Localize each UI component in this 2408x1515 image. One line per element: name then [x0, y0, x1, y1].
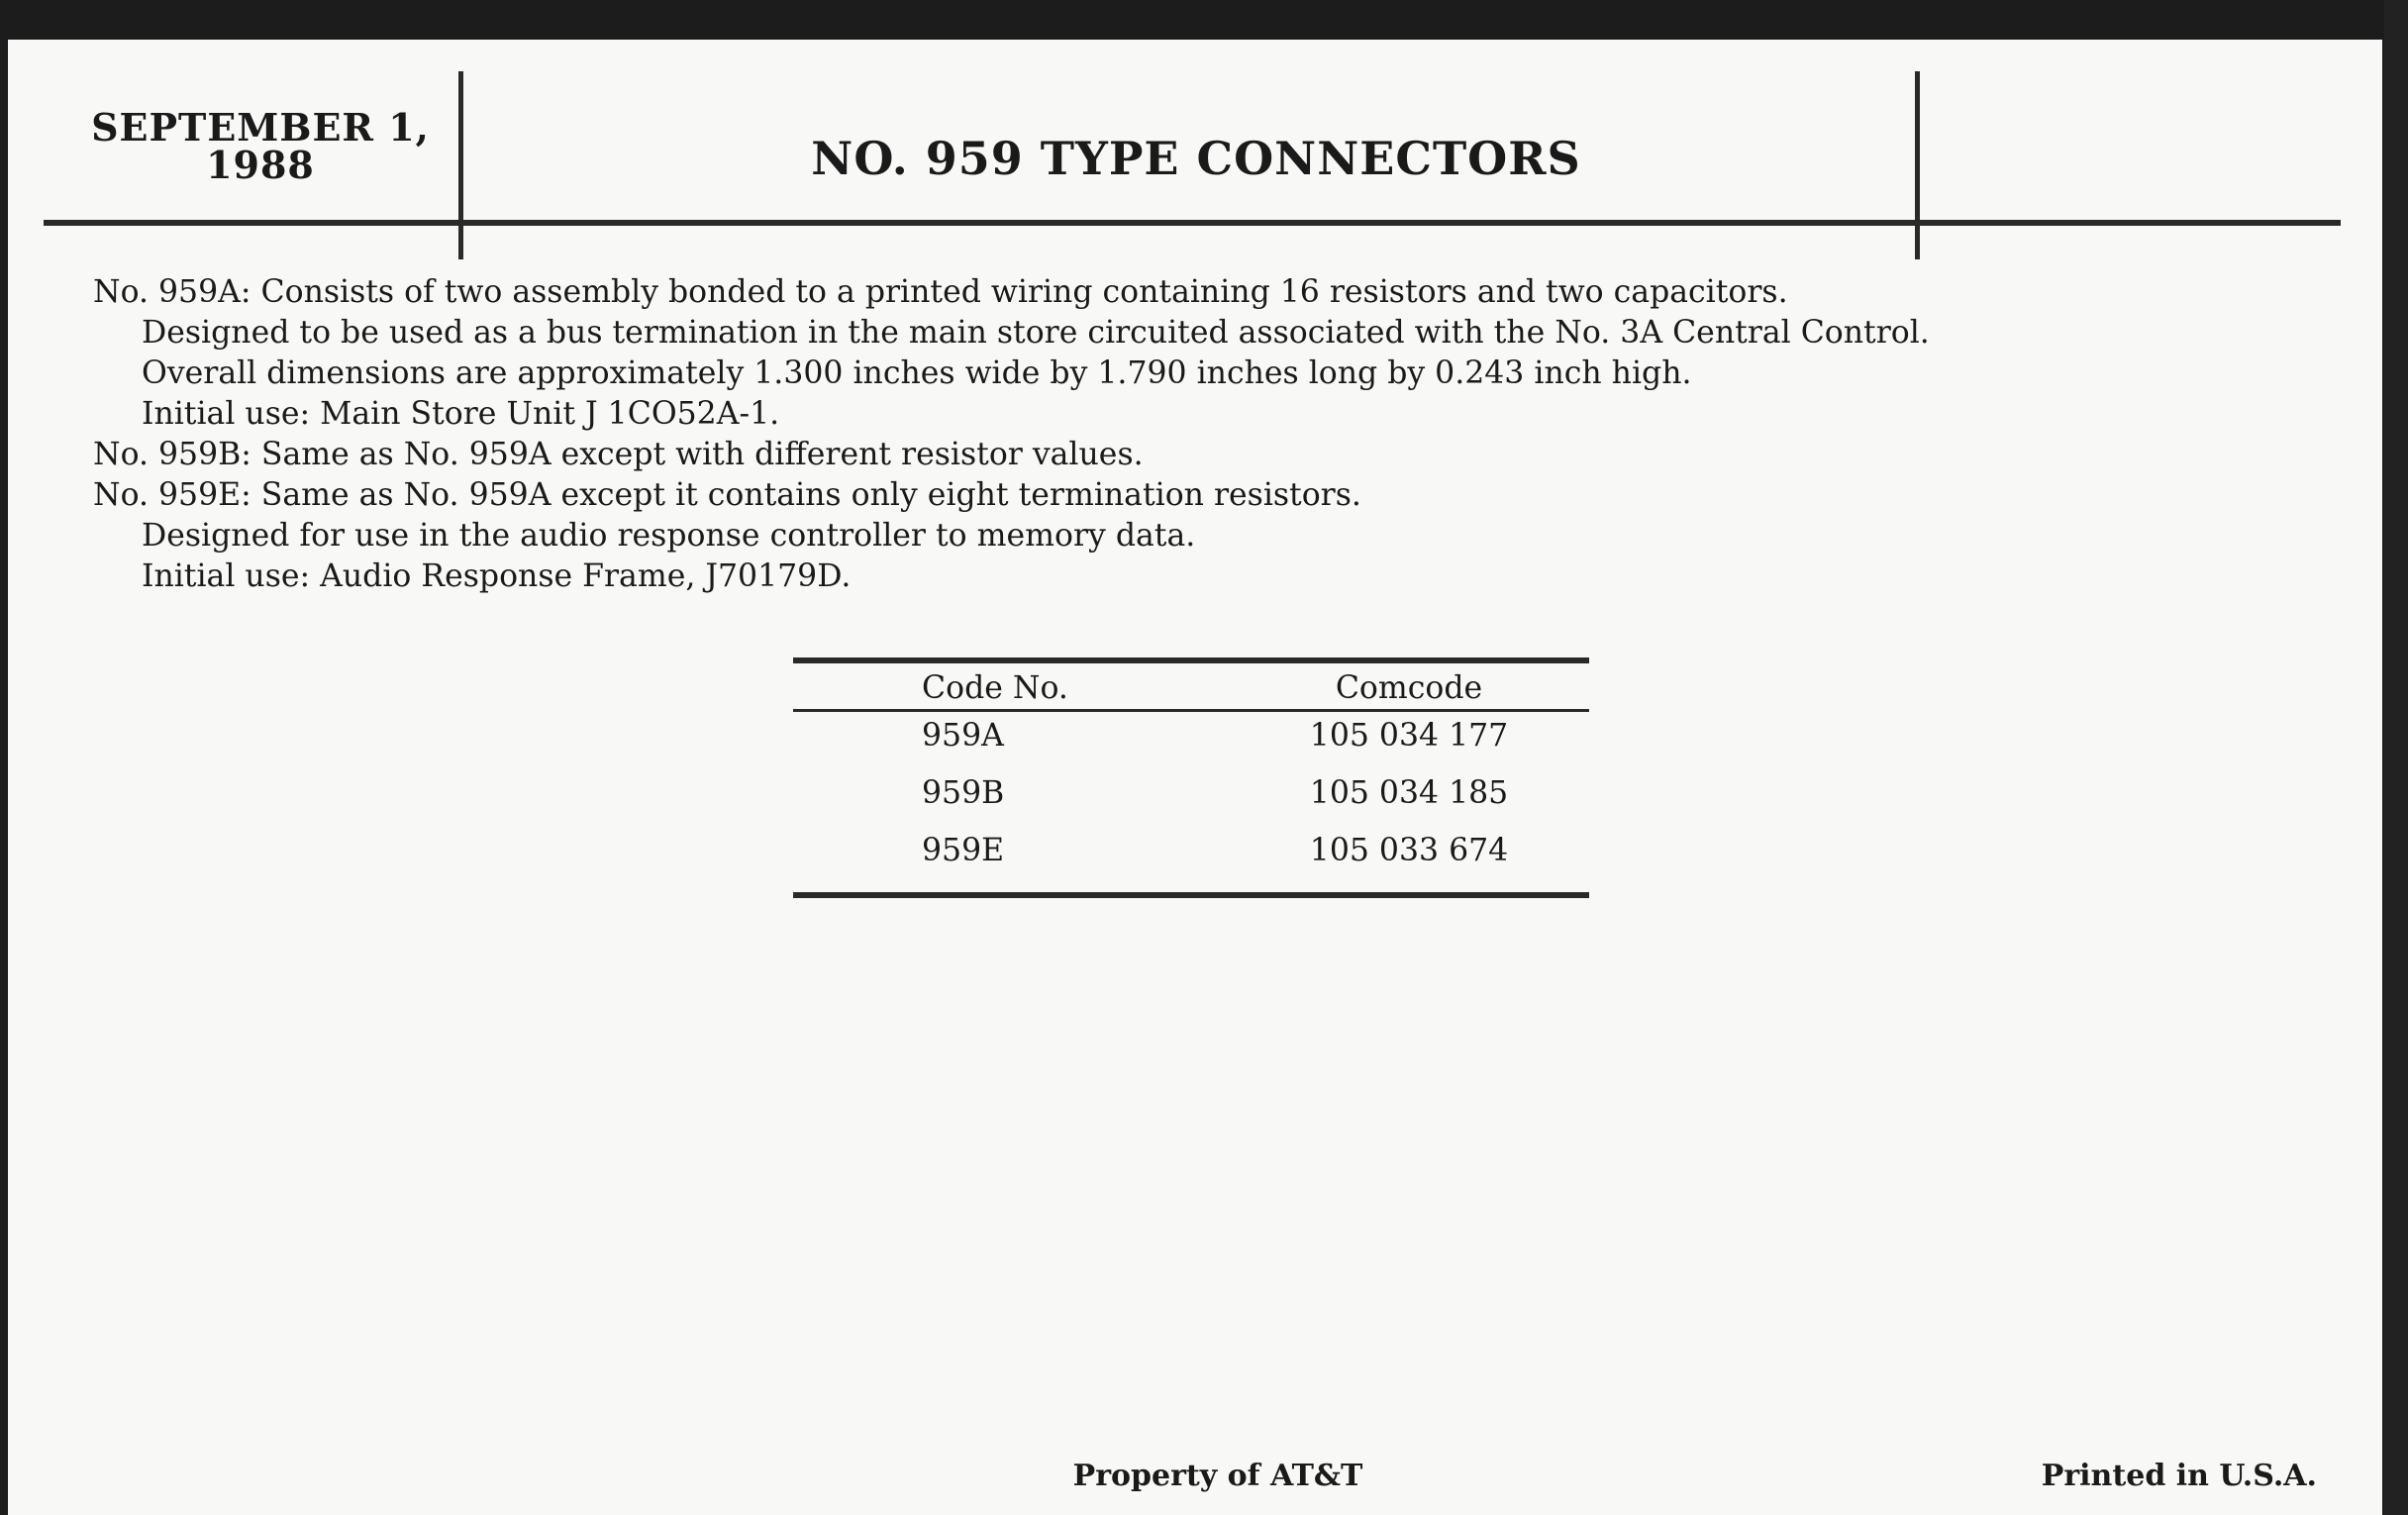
footer-property: Property of AT&T [1072, 1459, 1363, 1493]
body-line: Initial use: Audio Response Frame, J70179D. [142, 558, 852, 594]
body-line: Designed for use in the audio response controller to memory data. [142, 518, 1196, 554]
body-line: No. 959B: Same as No. 959A except with different resistor values. [93, 437, 1144, 472]
body-line: No. 959E: Same as No. 959A except it contains only eight termination resistors. [93, 477, 1361, 513]
footer-printed: Printed in U.S.A. [2041, 1459, 2317, 1493]
header-divider-left [458, 71, 463, 259]
header-date-line2: 1988 [206, 143, 315, 187]
description-text [93, 272, 2321, 597]
column-header-code: Code No. [922, 670, 1068, 706]
body-line: No. 959A: Consists of two assembly bonded to a printed wiring containing 16 resistors and two capacitors. [93, 274, 1788, 310]
table-cell-comcode: 105 034 177 [1309, 718, 1509, 754]
table-bottom-rule [793, 892, 1589, 898]
header-divider-right [1915, 71, 1920, 259]
table-cell-code: 959B [922, 775, 1005, 811]
table-header-row [793, 663, 1589, 709]
column-header-comcode: Comcode [1335, 670, 1483, 706]
body-line: Overall dimensions are approximately 1.300 inches wide by 1.790 inches long by 0.243 inch high. [142, 355, 1692, 391]
document-page [8, 40, 2382, 1515]
table-cell-comcode: 105 033 674 [1309, 833, 1509, 868]
header-rule [44, 220, 2341, 226]
body-line: Initial use: Main Store Unit J 1CO52A-1. [142, 396, 780, 432]
table-row [793, 827, 1589, 884]
table-cell-comcode: 105 034 185 [1309, 775, 1509, 811]
table-row [793, 712, 1589, 769]
table-row [793, 769, 1589, 827]
header-date [67, 105, 453, 187]
table-cell-code: 959A [922, 718, 1004, 754]
page-title: NO. 959 TYPE CONNECTORS [811, 132, 1581, 185]
scan-top-border [0, 0, 2408, 40]
header-date-line1: SEPTEMBER 1, [91, 105, 430, 150]
code-table [793, 657, 1589, 898]
table-cell-code: 959E [922, 833, 1005, 868]
body-line: Designed to be used as a bus termination in the main store circuited associated with the No. 3A Central Control. [142, 315, 1930, 351]
scan-right-border [2384, 0, 2408, 1515]
